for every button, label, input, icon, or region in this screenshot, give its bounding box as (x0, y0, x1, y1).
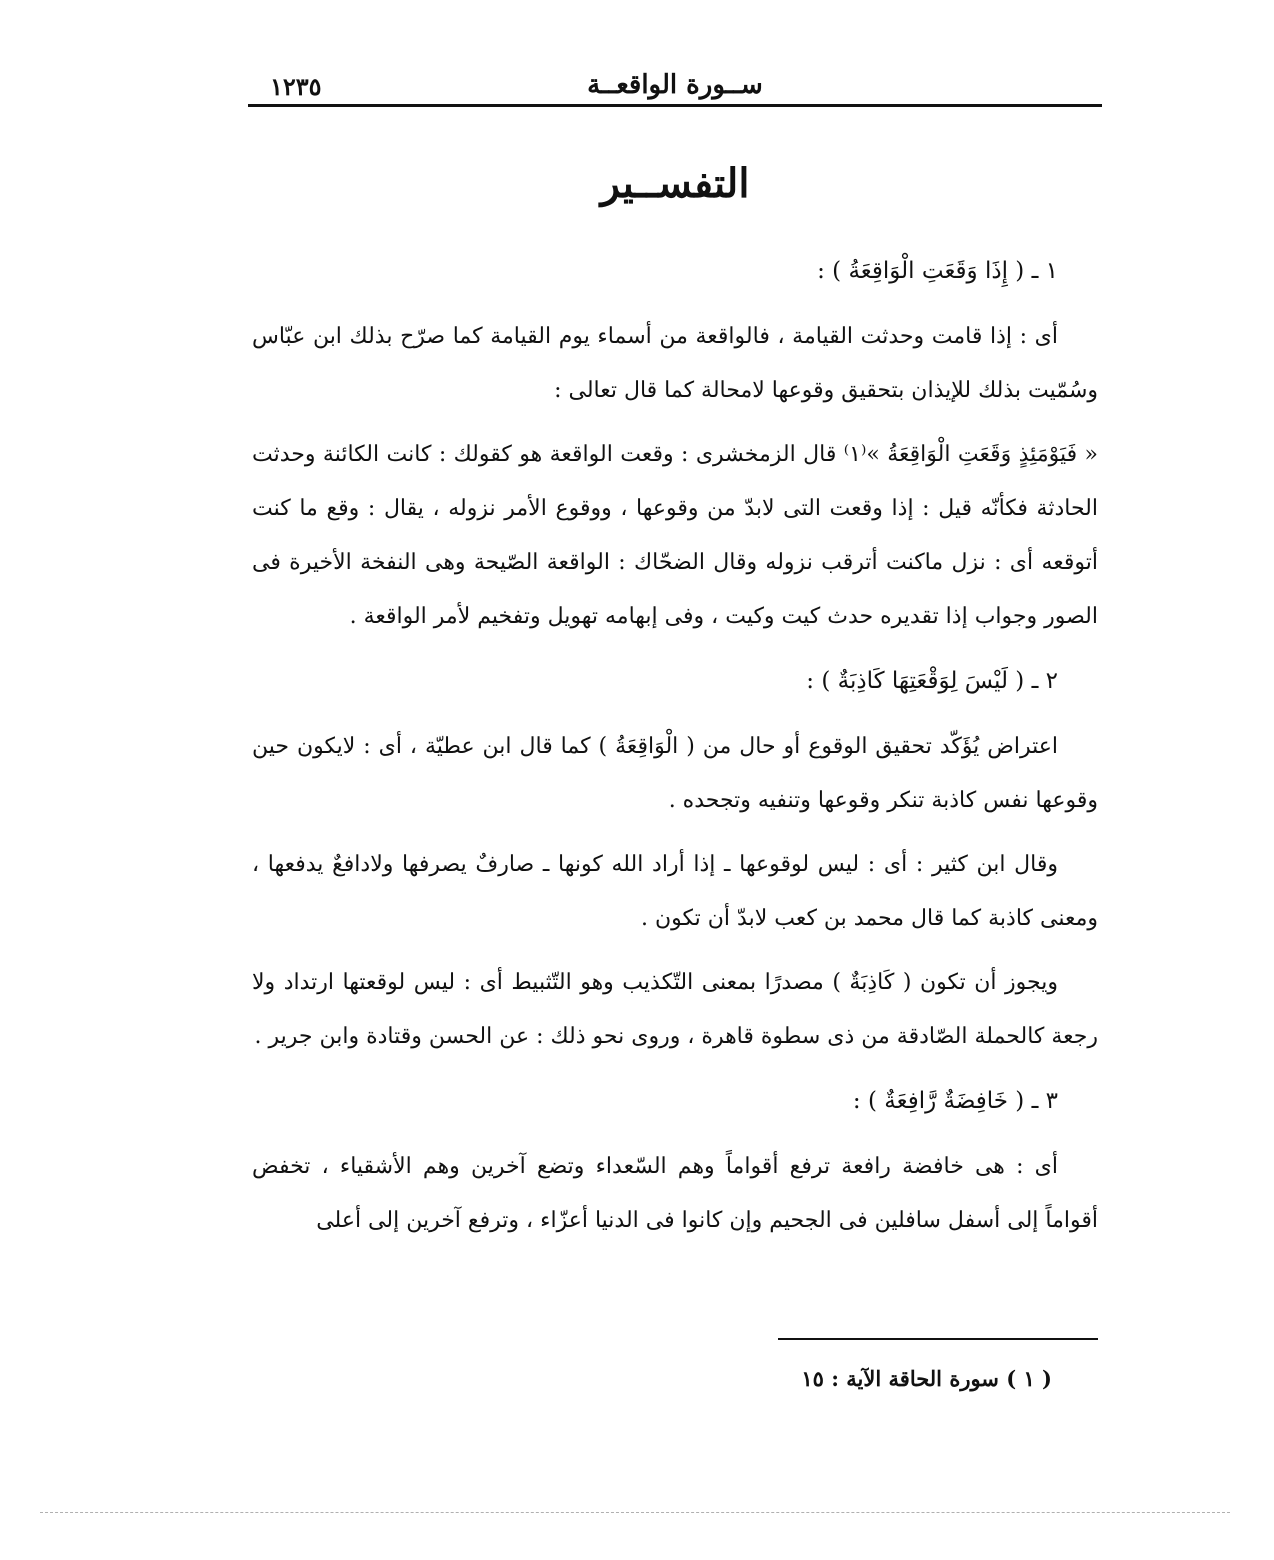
scan-edge-line (40, 1512, 1230, 1513)
page-number: ١٢٣٥ (270, 72, 322, 101)
paragraph: أى : هى خافضة رافعة ترفع أقواماً وهم السّعداء وتضع آخرين وهم الأشقياء ، تخفض أقواماً إلى أسفل سافلين فى الجحيم وإن كانوا فى الدنيا أعزّاء ، وترفع آخرين إلى أعلى (252, 1154, 1098, 1233)
main-text (252, 244, 1098, 1258)
verse-heading: ٢ ـ ( لَيْسَ لِوَقْعَتِهَا كَاذِبَةٌ ) : (806, 668, 1058, 694)
footnote: ( ١ ) سورة الحاقة الآية : ١٥ (801, 1366, 1052, 1391)
footnote-rule (778, 1338, 1098, 1340)
section-title: التفســير (600, 160, 750, 207)
verse-heading: ٣ ـ ( خَافِضَةٌ رَّافِعَةٌ ) : (852, 1088, 1058, 1114)
paragraph: أى : إذا قامت وحدثت القيامة ، فالواقعة من أسماء يوم القيامة كما صرّح بذلك ابن عبّاس وسُمّيت بذلك للإيذان بتحقيق وقوعها لامحالة كما قال تعالى : (252, 324, 1098, 403)
page-header (248, 66, 1102, 104)
paragraph: « فَيَوْمَئِذٍ وَقَعَتِ الْوَاقِعَةُ »⁽١⁾ قال الزمخشرى : وقعت الواقعة هو كقولك : كانت الكائنة وحدثت الحادثة فكأنّه قيل : إذا وقعت التى لابدّ من وقوعها ، ووقوع الأمر نزوله ، يقال : وقع ما كنت أتوقعه أى : نزل ماكنت أترقب نزوله وقال الضحّاك : الواقعة الصّيحة وهى النفخة الأخيرة فى الصور وجواب إذا تقديره حدث كيت وكيت ، وفى إبهامه تهويل وتفخيم لأمر الواقعة . (252, 442, 1098, 629)
paragraph: اعتراض يُؤَكّد تحقيق الوقوع أو حال من ( الْوَاقِعَةُ ) كما قال ابن عطيّة ، أى : لايكون حين وقوعها نفس كاذبة تنكر وقوعها وتنفيه وتجحده . (252, 734, 1098, 813)
verse-heading: ١ ـ ( إِذَا وَقَعَتِ الْوَاقِعَةُ ) : (817, 258, 1058, 284)
paragraph: وقال ابن كثير : أى : ليس لوقوعها ـ إذا أراد الله كونها ـ صارفٌ يصرفها ولادافعٌ يدفعها ، ومعنى كاذبة كما قال محمد بن كعب لابدّ أن تكون . (252, 852, 1098, 931)
header-rule (248, 104, 1102, 107)
paragraph: ويجوز أن تكون ( كَاذِبَةٌ ) مصدرًا بمعنى التّكذيب وهو التّثبيط أى : ليس لوقعتها ارتداد ولا رجعة كالحملة الصّادقة من ذى سطوة قاهرة ، وروى نحو ذلك : عن الحسن وقتادة وابن جرير . (252, 970, 1098, 1049)
running-title: ســورة الواقعــة (587, 70, 763, 100)
